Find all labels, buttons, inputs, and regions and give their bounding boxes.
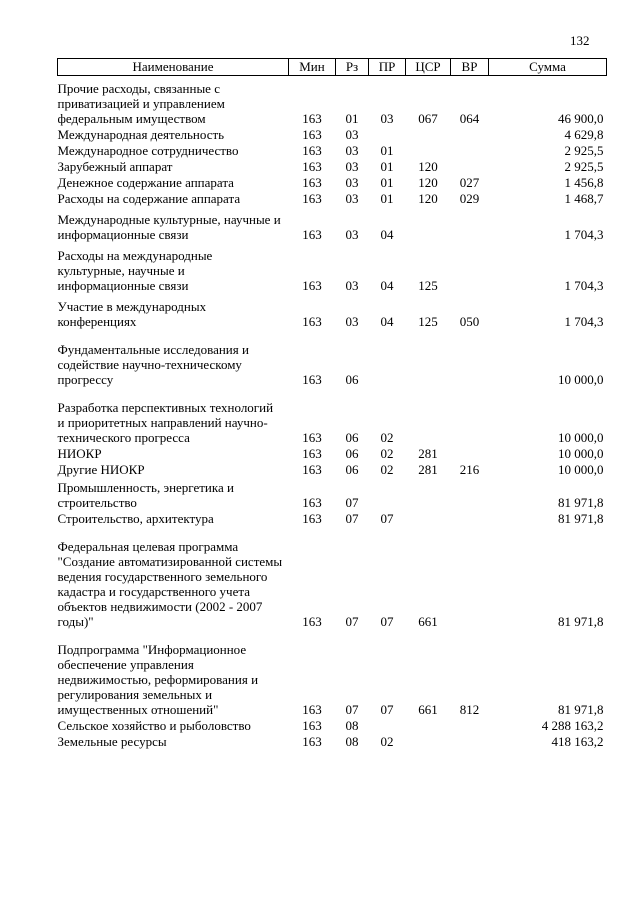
table-row (58, 329, 607, 387)
row-vr (451, 526, 489, 629)
row-rz: 03 (345, 143, 359, 158)
row-rz: 03 (345, 159, 359, 174)
row-min: 163 (302, 143, 322, 158)
row-rz: 03 (345, 127, 359, 142)
table-row (58, 461, 607, 477)
row-vr: 029 (459, 191, 480, 206)
row-min: 163 (302, 718, 322, 733)
row-sum: 10 000,0 (558, 462, 604, 477)
row-name: Подпрограмма "Информационное обеспечение управления недвижимостью, реформирования и регулирования земельных и имущественных отношений" (57, 642, 259, 717)
row-min: 163 (302, 462, 322, 477)
table-row (58, 733, 607, 749)
row-pr: 04 (380, 278, 394, 293)
row-rz: 07 (345, 495, 359, 510)
row-name: Расходы на международные культурные, научные и информационные связи (57, 248, 213, 293)
row-rz: 07 (345, 614, 359, 629)
row-pr: 01 (380, 159, 394, 174)
row-rz: 03 (345, 278, 359, 293)
row-csr (406, 717, 451, 733)
row-vr (451, 717, 489, 733)
row-vr (451, 733, 489, 749)
row-min: 163 (302, 314, 322, 329)
row-sum: 4 288 163,2 (541, 718, 604, 733)
row-pr: 07 (380, 702, 394, 717)
table-row (58, 190, 607, 206)
row-name: Международная деятельность (57, 127, 225, 142)
row-sum: 1 456,8 (564, 175, 604, 190)
budget-table (57, 58, 607, 749)
row-sum: 2 925,5 (564, 143, 604, 158)
table-row (58, 629, 607, 717)
table-row (58, 126, 607, 142)
header-vr: ВР (451, 59, 489, 76)
table-row (58, 158, 607, 174)
table-row (58, 242, 607, 293)
row-rz: 06 (345, 430, 359, 445)
row-vr: 064 (459, 111, 480, 126)
row-sum: 10 000,0 (558, 372, 604, 387)
row-name: Зарубежный аппарат (57, 159, 173, 174)
row-csr: 067 (418, 111, 438, 126)
row-csr: 125 (418, 314, 438, 329)
row-vr (451, 242, 489, 293)
header-rz: Рз (336, 59, 369, 76)
row-min: 163 (302, 511, 322, 526)
row-csr: 120 (418, 191, 438, 206)
row-name: НИОКР (57, 446, 102, 461)
row-csr: 120 (418, 175, 438, 190)
header-pr: ПР (369, 59, 406, 76)
row-csr (406, 477, 451, 510)
row-vr (451, 126, 489, 142)
row-min: 163 (302, 495, 322, 510)
row-min: 163 (302, 175, 322, 190)
table-row (58, 526, 607, 629)
row-min: 163 (302, 159, 322, 174)
row-csr: 281 (418, 462, 438, 477)
row-pr (369, 717, 406, 733)
row-pr (369, 329, 406, 387)
table-row (58, 174, 607, 190)
row-min: 163 (302, 430, 322, 445)
row-min: 163 (302, 614, 322, 629)
row-pr: 04 (380, 227, 394, 242)
row-name: Расходы на содержание аппарата (57, 191, 241, 206)
row-rz: 06 (345, 372, 359, 387)
row-rz: 06 (345, 462, 359, 477)
row-vr (451, 477, 489, 510)
row-csr (406, 126, 451, 142)
row-pr: 03 (380, 111, 394, 126)
row-sum: 2 925,5 (564, 159, 604, 174)
table-header-row (58, 59, 607, 76)
row-pr (369, 126, 406, 142)
row-csr (406, 733, 451, 749)
table-row (58, 510, 607, 526)
row-pr: 01 (380, 191, 394, 206)
row-pr: 02 (380, 734, 394, 749)
row-name: Прочие расходы, связанные с приватизацией и управлением федеральным имуществом (57, 81, 225, 126)
row-name: Промышленность, энергетика и строительство (57, 480, 234, 510)
row-sum: 81 971,8 (558, 495, 604, 510)
row-pr: 02 (380, 446, 394, 461)
row-name: Сельское хозяйство и рыболовство (57, 718, 251, 733)
row-sum: 10 000,0 (558, 430, 604, 445)
row-min: 163 (302, 278, 322, 293)
row-vr (451, 206, 489, 242)
row-pr: 04 (380, 314, 394, 329)
row-sum: 1 704,3 (564, 314, 604, 329)
row-pr: 01 (380, 175, 394, 190)
row-min: 163 (302, 127, 322, 142)
row-name: Фундаментальные исследования и содействие научно-техническому прогрессу (57, 342, 249, 387)
row-pr: 07 (380, 511, 394, 526)
row-rz: 03 (345, 314, 359, 329)
row-rz: 03 (345, 227, 359, 242)
row-vr (451, 387, 489, 445)
row-pr: 01 (380, 143, 394, 158)
header-sum: Сумма (489, 59, 607, 76)
row-csr (406, 142, 451, 158)
row-name: Международное сотрудничество (57, 143, 239, 158)
row-csr: 281 (418, 446, 438, 461)
row-name: Земельные ресурсы (57, 734, 167, 749)
row-name: Денежное содержание аппарата (57, 175, 234, 190)
table-row (58, 142, 607, 158)
row-vr: 050 (459, 314, 480, 329)
row-rz: 08 (345, 734, 359, 749)
row-pr: 07 (380, 614, 394, 629)
row-rz: 01 (345, 111, 359, 126)
row-rz: 07 (345, 511, 359, 526)
row-min: 163 (302, 191, 322, 206)
row-min: 163 (302, 702, 322, 717)
row-rz: 07 (345, 702, 359, 717)
row-rz: 06 (345, 446, 359, 461)
row-sum: 81 971,8 (558, 511, 604, 526)
row-sum: 10 000,0 (558, 446, 604, 461)
row-sum: 81 971,8 (558, 702, 604, 717)
table-row (58, 445, 607, 461)
row-name: Федеральная целевая программа "Создание автоматизированной системы ведения государственного земельного кадастра и государственного учета объектов недвижимости (2002 - 2007 годы)" (57, 539, 283, 629)
row-vr: 216 (459, 462, 480, 477)
table-row (58, 76, 607, 127)
row-csr (406, 510, 451, 526)
row-csr (406, 329, 451, 387)
page-number: 132 (570, 33, 590, 48)
table-row (58, 387, 607, 445)
row-vr (451, 142, 489, 158)
row-vr (451, 158, 489, 174)
row-min: 163 (302, 734, 322, 749)
header-name: Наименование (58, 59, 289, 76)
row-min: 163 (302, 446, 322, 461)
table-row (58, 293, 607, 329)
row-pr (369, 477, 406, 510)
header-min: Мин (289, 59, 336, 76)
row-pr: 02 (380, 462, 394, 477)
row-sum: 1 704,3 (564, 227, 604, 242)
row-csr (406, 387, 451, 445)
row-pr: 02 (380, 430, 394, 445)
row-sum: 46 900,0 (558, 111, 604, 126)
row-sum: 418 163,2 (551, 734, 604, 749)
row-vr (451, 445, 489, 461)
row-min: 163 (302, 372, 322, 387)
row-sum: 1 468,7 (564, 191, 604, 206)
row-vr: 812 (459, 702, 480, 717)
row-csr: 661 (418, 614, 438, 629)
row-vr (451, 329, 489, 387)
row-name: Международные культурные, научные и информационные связи (57, 212, 281, 242)
row-vr (451, 510, 489, 526)
row-sum: 4 629,8 (564, 127, 604, 142)
row-name: Строительство, архитектура (57, 511, 214, 526)
table-row (58, 206, 607, 242)
row-min: 163 (302, 111, 322, 126)
row-sum: 81 971,8 (558, 614, 604, 629)
table-row (58, 477, 607, 510)
table-row (58, 717, 607, 733)
row-sum: 1 704,3 (564, 278, 604, 293)
row-rz: 03 (345, 191, 359, 206)
row-min: 163 (302, 227, 322, 242)
row-csr (406, 206, 451, 242)
header-csr: ЦСР (406, 59, 451, 76)
row-rz: 08 (345, 718, 359, 733)
row-csr: 125 (418, 278, 438, 293)
row-name: Другие НИОКР (57, 462, 145, 477)
row-csr: 661 (418, 702, 438, 717)
row-vr: 027 (459, 175, 480, 190)
row-csr: 120 (418, 159, 438, 174)
row-name: Участие в международных конференциях (57, 299, 207, 329)
row-name: Разработка перспективных технологий и приоритетных направлений научно-технического прогресса (57, 400, 274, 445)
row-rz: 03 (345, 175, 359, 190)
